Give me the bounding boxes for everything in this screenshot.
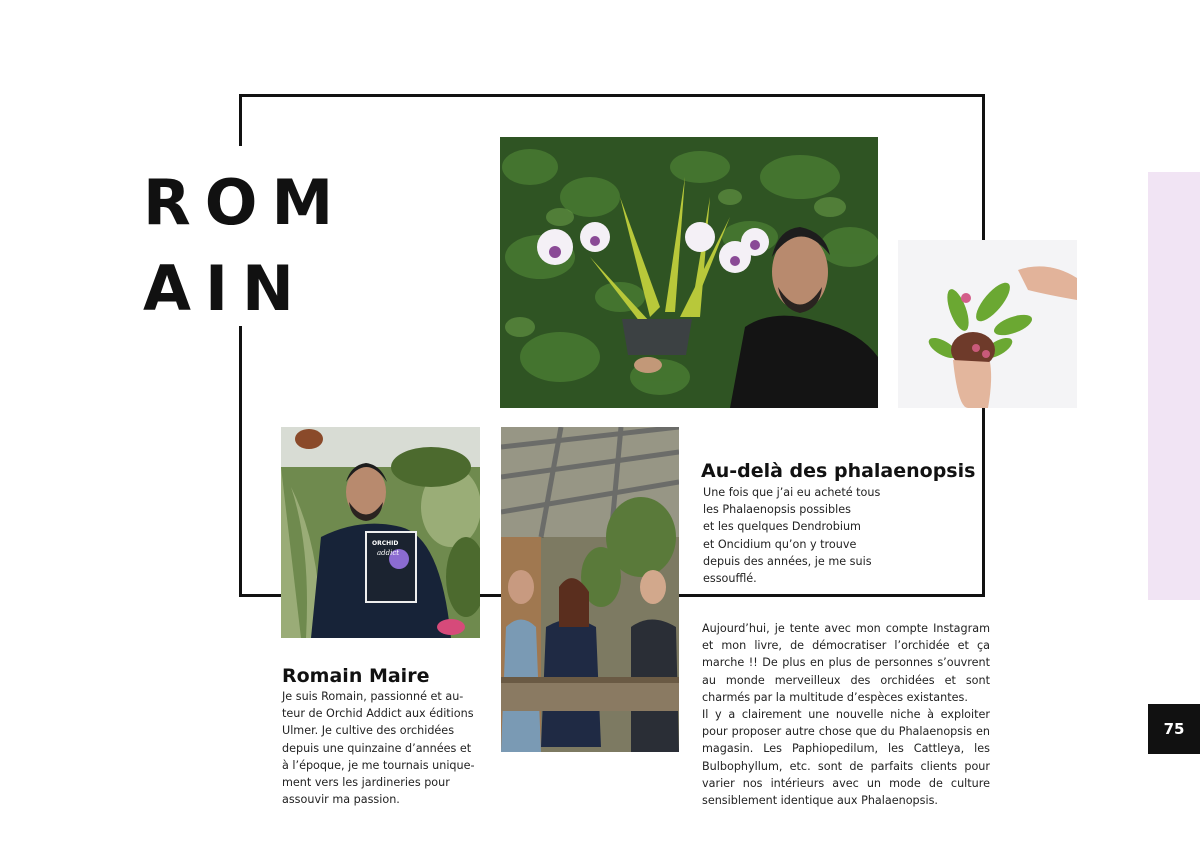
paragraph-1: Aujourd’hui, je tente avec mon compte Instagram et mon livre, de démocratiser l’orchidée et ça marche !! De plus en plus de personnes s’ouvrent au monde merveilleux des orchidées et sont charmés par la multitude d’espèces existantes. (702, 622, 990, 704)
text-line: à l’époque, je me tournais unique- (282, 758, 475, 772)
book-subtitle: addict (377, 549, 400, 557)
text-line: Ulmer. Je cultive des orchidées (282, 724, 455, 738)
text-line: essoufflé. (703, 572, 757, 586)
title-line-1: ROM (143, 166, 348, 239)
text-line: les Phalaenopsis possibles (703, 503, 851, 517)
paragraph-bio (282, 688, 475, 808)
photo-man-with-book (281, 427, 480, 638)
page-title (143, 160, 347, 332)
photo-small-orchid (898, 240, 1077, 408)
text-line: ment vers les jardineries pour (282, 776, 450, 790)
text-line: Une fois que j’ai eu acheté tous (703, 486, 881, 499)
heading-romain-maire: Romain Maire (282, 665, 430, 687)
paragraph-instagram (702, 620, 990, 809)
text-line: assouvir ma passion. (282, 793, 400, 807)
title-line-2: AIN (143, 252, 308, 325)
lilac-side-band (1148, 172, 1200, 600)
photo-greenhouse-group (501, 427, 679, 752)
text-line: Je suis Romain, passionné et au- (282, 690, 464, 703)
paragraph-phalaenopsis (703, 484, 880, 587)
text-line: et les quelques Dendrobium (703, 520, 861, 534)
text-line: et Oncidium qu’on y trouve (703, 537, 857, 551)
page-number: 75 (1148, 704, 1200, 754)
text-line: teur de Orchid Addict aux éditions (282, 707, 474, 721)
text-line: depuis des années, je me suis (703, 554, 872, 568)
heading-phalaenopsis: Au-delà des phalaenopsis (701, 460, 976, 482)
photo-man-holding-orchid (500, 137, 878, 408)
book-title: ORCHID (372, 540, 399, 547)
text-line: depuis une quinzaine d’années et (282, 741, 472, 755)
paragraph-2: Il y a clairement une nouvelle niche à exploiter pour proposer autre chose que du Phalaenopsis en magasin. Les Paphiopedilum, les Cattleya, les Bulbophyllum, etc. sont de parfaits clients pour varier nos intérieurs avec un mode de culture sensiblement identique aux Phalaenopsis. (702, 708, 990, 808)
